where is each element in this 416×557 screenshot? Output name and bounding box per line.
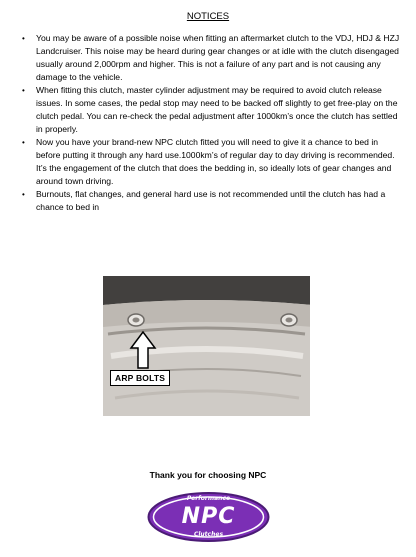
clutch-photo xyxy=(103,276,310,416)
logo-npc-text: NPC xyxy=(181,504,236,529)
thank-you-text: Thank you for choosing NPC xyxy=(149,470,267,480)
bullet-icon: • xyxy=(22,34,25,43)
logo-performance-text: Performance xyxy=(186,495,231,502)
bolt-icon xyxy=(281,314,297,326)
notice-item xyxy=(22,32,404,84)
notice-text: Burnouts, flat changes, and general hard use is not recommended until the clutch has had a chance to bed in xyxy=(36,189,386,212)
bullet-icon: • xyxy=(22,138,25,147)
bullet-icon: • xyxy=(22,86,25,95)
clutch-cover-illustration xyxy=(103,276,310,416)
arp-bolts-label: ARP BOLTS xyxy=(110,370,170,386)
npc-logo xyxy=(146,490,271,544)
notice-item xyxy=(22,136,404,188)
bolt-icon xyxy=(128,314,144,326)
notice-text: When fitting this clutch, master cylinder adjustment may be required to avoid clutch release issues. In some cases, the pedal stop may need to be backed off slightly to get free-play on the clutch pedal. You can re-check the pedal adjustment after 1000km’s once the clutch has settled in properly. xyxy=(36,85,398,134)
notice-item xyxy=(22,188,404,214)
notices-list xyxy=(22,32,404,214)
notices-title: NOTICES xyxy=(186,11,230,22)
bullet-icon: • xyxy=(22,190,25,199)
notice-text: Now you have your brand-new NPC clutch fitted you will need to give it a chance to bed in before putting it through any hard use.1000km’s of regular day to day driving is recommended. It’s the engagement of the clutch that does the bedding in, so ideally lots of gear changes and around town driving. xyxy=(36,137,395,186)
notice-item xyxy=(22,84,404,136)
notice-text: You may be aware of a possible noise when fitting an aftermarket clutch to the VDJ, HDJ & HZJ Landcruiser. This noise may be heard during gear changes or at idle with the clutch disengaged usually around 2,000rpm and higher. This is not a failure of any part and is not causing any damage to the vehicle. xyxy=(36,33,400,82)
logo-clutches-text: Clutches xyxy=(193,531,224,538)
